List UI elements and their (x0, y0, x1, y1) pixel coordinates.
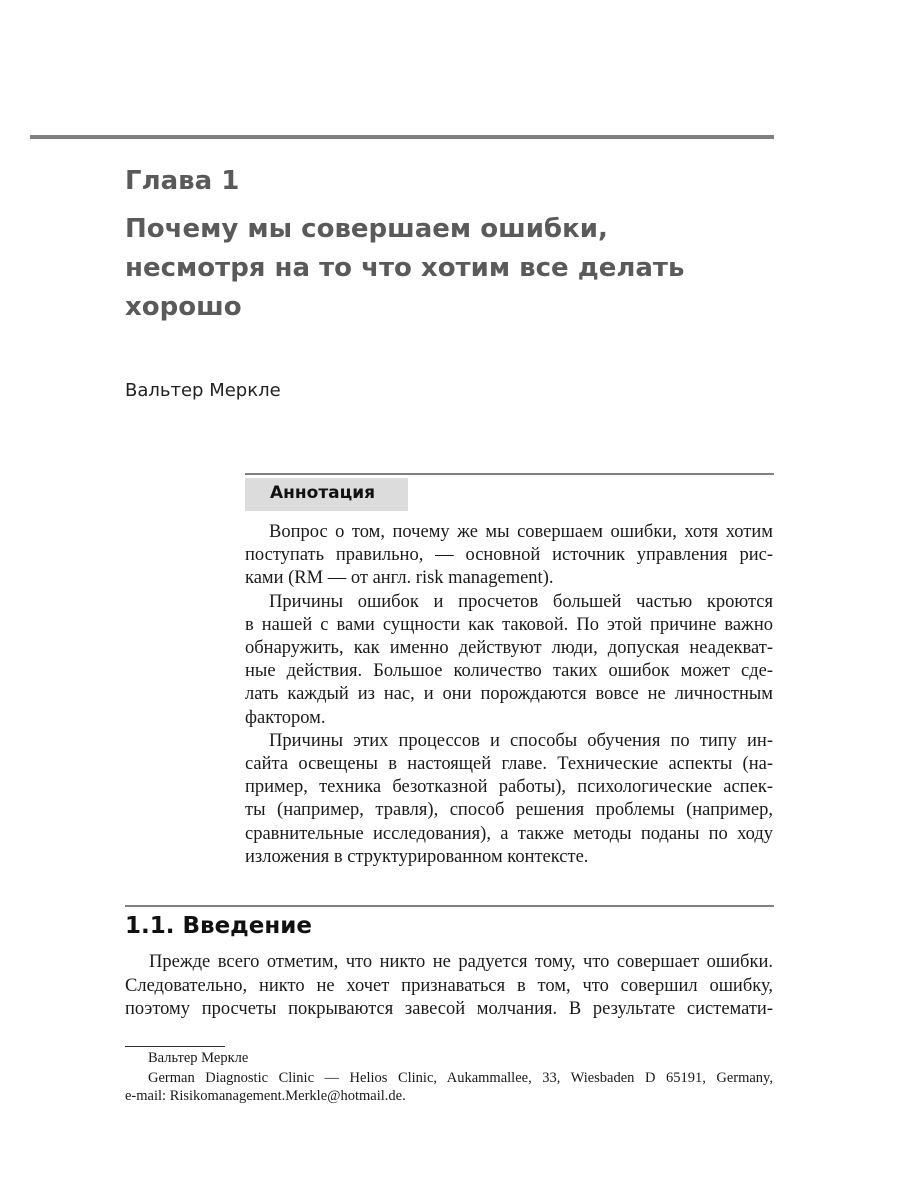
footnote-rule (125, 1046, 225, 1047)
text-line: Следовательно, никто не хочет признаваться в том, что совершил ошибку, (125, 975, 773, 996)
text-line: лать каждый из нас, и они порождаются вовсе не личностным (245, 684, 773, 705)
text-line: Причины ошибок и просчетов большей частью кроются (269, 591, 773, 612)
text-line: ные действия. Большое количество таких ошибок может сде- (245, 661, 773, 682)
text-line: ками (RM — от англ. risk management). (245, 568, 554, 589)
text-line: e-mail: Risikomanagement.Merkle@hotmail.de. (125, 1088, 406, 1104)
text-line: ты (например, травля), способ решения проблемы (например, (245, 800, 773, 821)
text-line: фактором. (245, 707, 326, 728)
chapter-title-line: Почему мы совершаем ошибки, (125, 214, 608, 244)
text-line: сравнительные исследования), а также методы поданы по ходу (245, 823, 773, 844)
text-line: пример, техника безотказной работы), психологические аспек- (245, 777, 773, 798)
annotation-heading: Аннотация (270, 483, 376, 503)
chapter-top-rule (30, 135, 774, 139)
section-heading: 1.1. Введение (125, 913, 312, 939)
section-rule (125, 905, 774, 907)
chapter-label: Глава 1 (125, 166, 240, 196)
text-line: Вопрос о том, почему же мы совершаем ошибки, хотя хотим (269, 522, 773, 542)
text-line: изложения в структурированном контексте. (245, 846, 589, 867)
chapter-title-line: несмотря на то что хотим все делать (125, 253, 685, 283)
text-line: Причины этих процессов и способы обучения по типу ин- (269, 730, 773, 751)
annotation-rule (245, 473, 774, 475)
text-line: в нашей с вами сущности как таковой. По этой причине важно (245, 614, 773, 635)
text-line: сайта освещены в настоящей главе. Технические аспекты (на- (245, 754, 773, 774)
text-line: обнаружить, как именно действуют люди, допуская неадекват- (245, 638, 773, 658)
text-line: Прежде всего отметим, что никто не радуется тому, что совершает ошибки. (149, 952, 773, 972)
text-line: поэтому просчеты покрываются завесой молчания. В результате системати- (125, 999, 773, 1019)
footnote-author: Вальтер Меркле (148, 1050, 249, 1066)
text-line: поступать правильно, — основной источник управления рис- (245, 545, 773, 566)
text-line: German Diagnostic Clinic — Helios Clinic, Aukammallee, 33, Wiesbaden D 65191, Germany, (148, 1070, 773, 1086)
chapter-author: Вальтер Меркле (125, 380, 281, 401)
chapter-title-line: хорошо (125, 292, 242, 322)
